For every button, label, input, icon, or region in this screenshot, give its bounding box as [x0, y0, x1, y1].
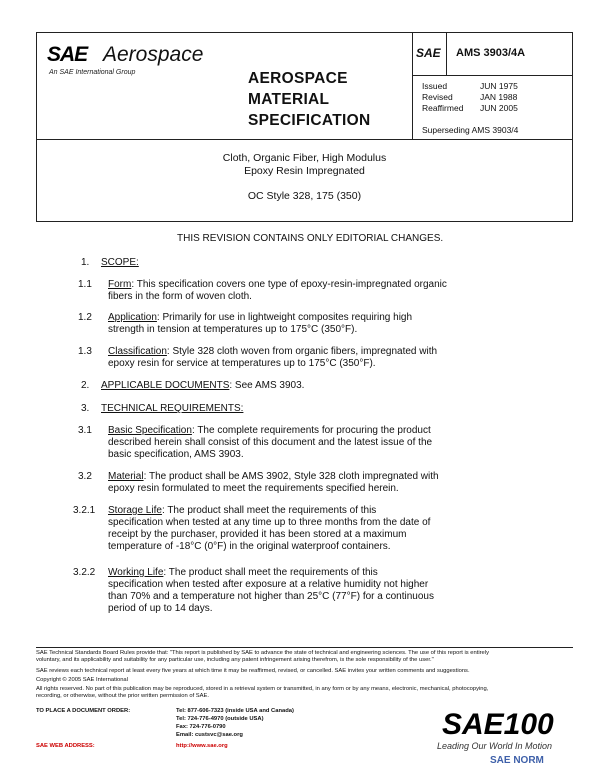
section-number: 3.2.1 [73, 505, 96, 516]
order-label: TO PLACE A DOCUMENT ORDER: [36, 708, 131, 714]
section-number: 2. [81, 380, 90, 391]
header-left [37, 33, 413, 139]
title-line: AEROSPACE [248, 70, 348, 87]
paragraph-text: : The product shall meet the requirements of this [161, 505, 377, 516]
paragraph-line: temperature of -18°C (0°F) in the original waterproof containers. [108, 541, 391, 552]
paragraph-heading: Basic Specification [108, 425, 192, 436]
header-right [412, 33, 572, 139]
paragraph-heading: Working Life [108, 567, 164, 578]
sae-logo: SAE [47, 43, 88, 66]
paragraph-line: fibers in the form of woven cloth. [108, 291, 252, 302]
date-value: JUN 1975 [480, 81, 518, 91]
paragraph-line: receipt by the purchaser, provided it has been stored at a maximum [108, 529, 407, 540]
section-number: 3.2.2 [73, 567, 96, 578]
paragraph-text: : This specification covers one type of epoxy-resin-impregnated organic [131, 279, 447, 290]
paragraph-line: described herein shall consist of this document and the latest issue of the [108, 437, 433, 448]
section-heading: APPLICABLE DOCUMENTS [101, 380, 230, 391]
section-number: 3.1 [78, 425, 92, 436]
paragraph-text: : The product shall meet the requirements of this [163, 567, 378, 578]
tagline: Leading Our World In Motion [437, 741, 553, 751]
document-type-title [248, 68, 370, 131]
paragraph-heading: Application [108, 312, 157, 323]
paragraph-text: : Style 328 cloth woven from organic fibers, impregnated with [166, 346, 438, 357]
web-label: SAE WEB ADDRESS: [36, 743, 95, 749]
section-heading: TECHNICAL REQUIREMENTS: [101, 403, 244, 414]
date-row [422, 103, 518, 114]
web-link[interactable]: http://www.sae.org [176, 743, 228, 749]
title-line: MATERIAL [248, 91, 330, 108]
phone-1: Tel: 877-606-7323 (inside USA and Canada) [176, 708, 294, 714]
paragraph-heading: Material [108, 471, 144, 482]
header-box [36, 32, 573, 140]
paragraph-line [108, 471, 439, 484]
footer-text: recording, or otherwise, without the prior written permission of SAE. [36, 693, 210, 699]
paragraph-line: basic specification, AMS 3903. [108, 449, 244, 460]
phone-2: Tel: 724-776-4970 (outside USA) [176, 716, 264, 722]
date-row [422, 92, 518, 103]
subject-box [36, 140, 573, 222]
paragraph-line [108, 505, 376, 518]
paragraph-line: specification when tested at any time up to three months from the date of [108, 517, 431, 528]
footer-text: All rights reserved. No part of this publication may be reproduced, stored in a retrieval system or transmitted, in any form or by any means, electronic, mechanical, photocopying, [36, 686, 489, 692]
aerospace-logo-text: Aerospace [103, 43, 204, 66]
date-value: JAN 1988 [480, 92, 518, 102]
date-label: Revised [422, 92, 453, 102]
email: Email: custsvc@sae.org [176, 732, 243, 738]
revision-notice: THIS REVISION CONTAINS ONLY EDITORIAL CHANGES. [177, 233, 444, 244]
paragraph-line [108, 279, 447, 292]
section-number: 1. [81, 257, 90, 268]
paragraph-text: : See AMS 3903. [229, 380, 305, 391]
paragraph-line [108, 312, 412, 325]
footer-text: voluntary, and its applicability and suitability for any particular use, including any patent infringement arising therefrom, is the sole responsibility of the user." [36, 657, 434, 663]
footer-text: SAE reviews each technical report at least every five years at which time it may be reaffirmed, revised, or cancelled. SAE invites your written comments and suggestions. [36, 668, 470, 674]
sae100-logo-text: SAE100 [442, 708, 554, 741]
date-label: Reaffirmed [422, 103, 464, 113]
section-number: 1.2 [78, 312, 92, 323]
watermark: SAE NORM [490, 755, 544, 766]
footer-rule [36, 647, 573, 648]
paragraph-line: period of up to 14 days. [108, 603, 213, 614]
section-number: 3. [81, 403, 90, 414]
sae-small-logo: SAE [416, 46, 441, 60]
footer-text: Copyright © 2005 SAE International [36, 677, 128, 683]
paragraph-line: epoxy resin formulated to meet the requirements specified herein. [108, 483, 399, 494]
section-number: 3.2 [78, 471, 92, 482]
paragraph-heading: Storage Life [108, 505, 162, 516]
section-number: 1.3 [78, 346, 92, 357]
paragraph-line [101, 380, 304, 393]
paragraph-heading: Form [108, 279, 132, 290]
paragraph-line: specification when tested after exposure at a relative humidity not higher [108, 579, 429, 590]
paragraph-line [108, 346, 437, 359]
section-heading: SCOPE: [101, 257, 139, 268]
logo-subtitle: An SAE International Group [49, 69, 136, 76]
title-line: SPECIFICATION [248, 112, 371, 129]
divider [446, 33, 447, 75]
paragraph-line: epoxy resin for service at temperatures up to 175°C (350°F). [108, 358, 376, 369]
section-number: 1.1 [78, 279, 92, 290]
paragraph-line: strength in tension at temperatures up to 175°C (350°F). [108, 324, 358, 335]
subject-style: OC Style 328, 175 (350) [247, 190, 362, 202]
subject-line: Epoxy Resin Impregnated [244, 165, 365, 177]
date-value: JUN 2005 [480, 103, 518, 113]
paragraph-text: : Primarily for use in lightweight composites requiring high [156, 312, 413, 323]
subject-line: Cloth, Organic Fiber, High Modulus [222, 152, 387, 164]
paragraph-text: : The product shall be AMS 3902, Style 328 cloth impregnated with [143, 471, 439, 482]
document-number: AMS 3903/4A [456, 47, 526, 59]
footer-text: SAE Technical Standards Board Rules provide that: "This report is published by SAE to advance the state of technical and engineering sciences. The use of this report is entirely [36, 650, 489, 656]
date-row [422, 81, 518, 92]
fax: Fax: 724-776-0790 [176, 724, 226, 730]
paragraph-heading: Classification [108, 346, 167, 357]
paragraph-line: than 70% and a temperature not higher than 25°C (77°F) for a continuous [108, 591, 434, 602]
paragraph-text: : The complete requirements for procuring the product [191, 425, 431, 436]
date-label: Issued [422, 81, 448, 91]
paragraph-line [108, 567, 378, 580]
code-row [412, 33, 572, 76]
date-list [422, 81, 518, 114]
superseding-note: Superseding AMS 3903/4 [422, 125, 519, 135]
paragraph-line [108, 425, 431, 438]
